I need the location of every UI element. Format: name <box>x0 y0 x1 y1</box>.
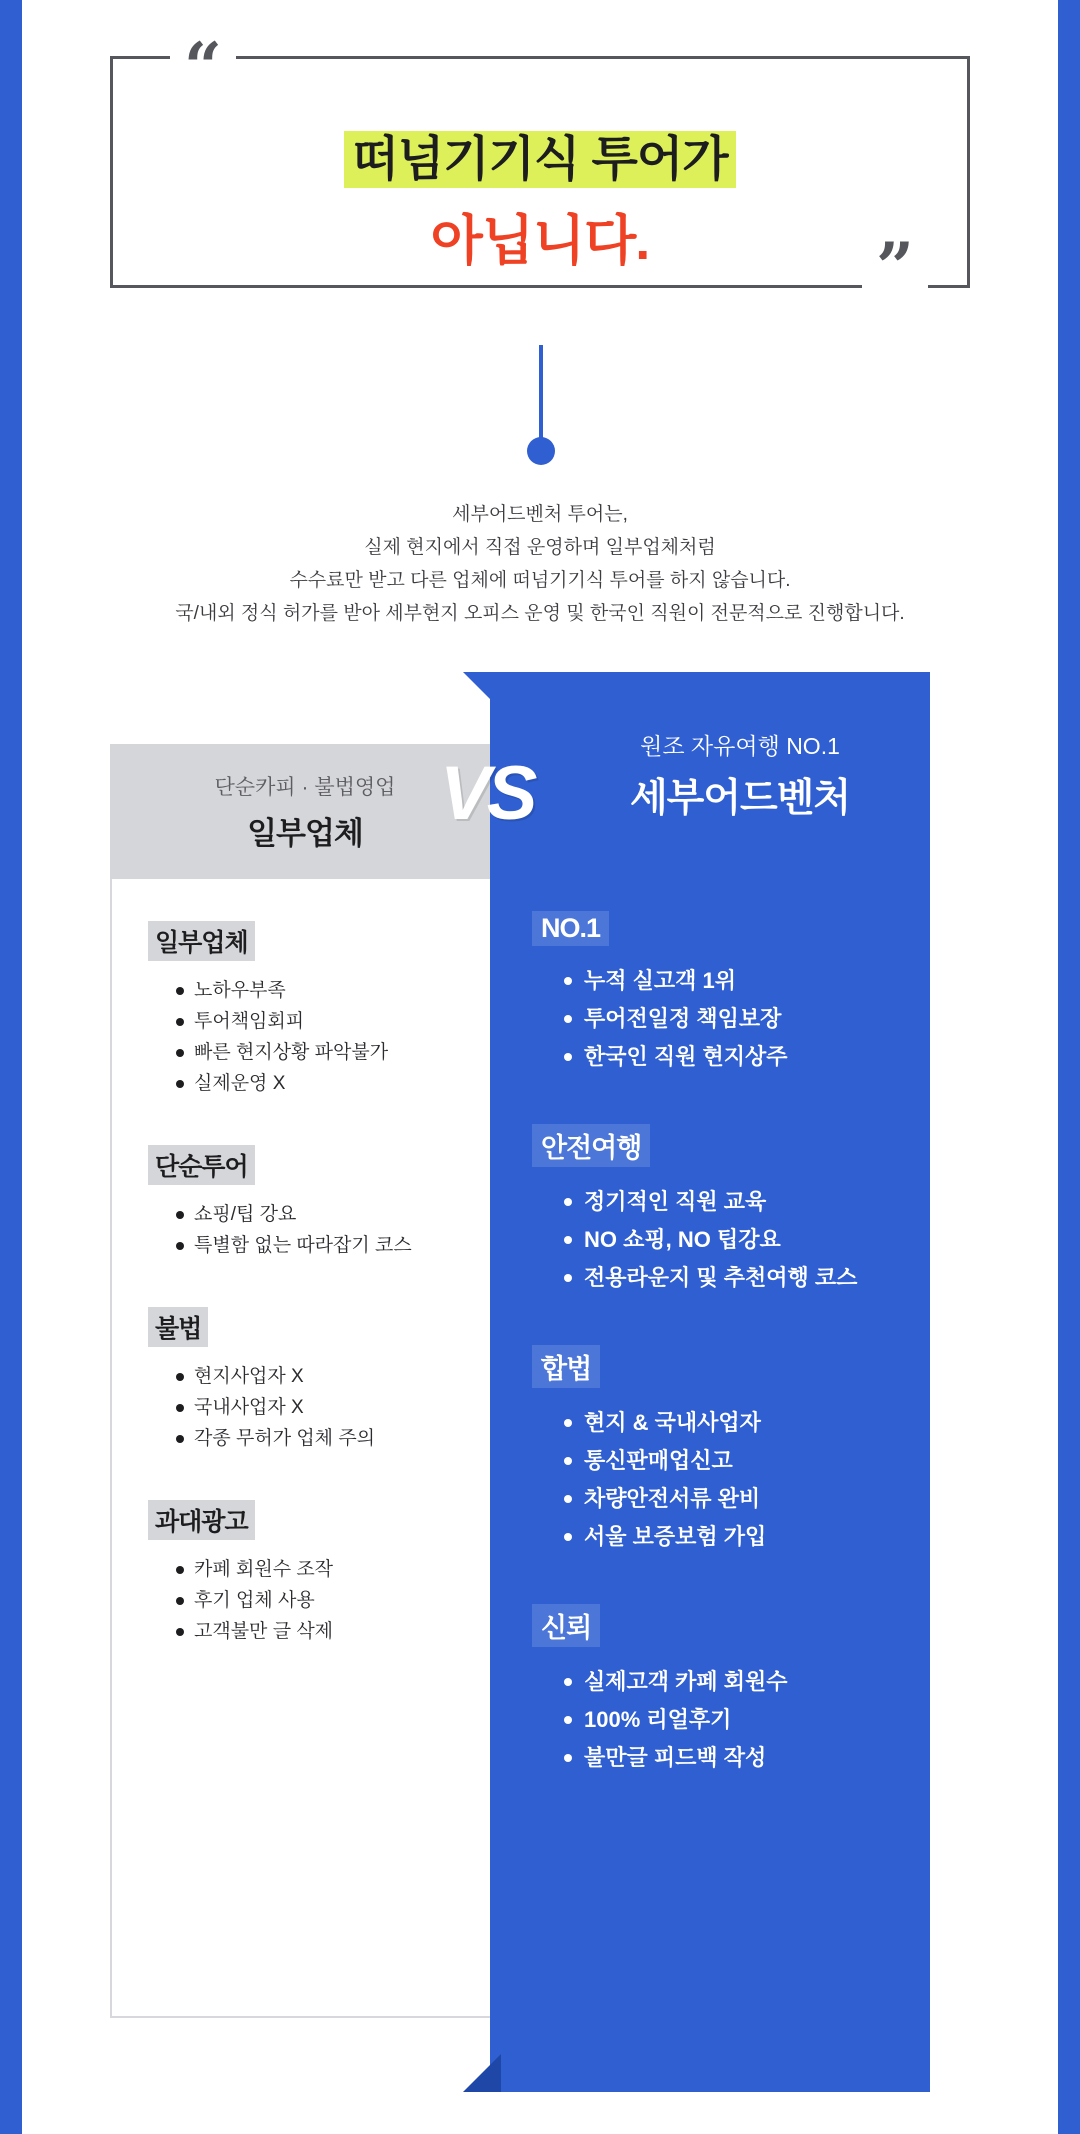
list-item: 한국인 직원 현지상주 <box>562 1038 930 1076</box>
list-item: 전용라운지 및 추천여행 코스 <box>562 1259 930 1297</box>
competitor-section-heading: 불법 <box>148 1307 208 1347</box>
competitor-section-list <box>148 1199 500 1261</box>
brand-section-heading: 안전여행 <box>532 1124 650 1167</box>
competitor-content <box>110 879 500 1693</box>
intro-paragraph <box>60 498 1020 630</box>
vs-badge: VS <box>440 751 534 836</box>
list-item: 100% 리얼후기 <box>562 1701 930 1739</box>
intro-line: 세부어드벤처 투어는, <box>452 504 628 525</box>
list-item: 투어전일정 책임보장 <box>562 1000 930 1038</box>
competitor-section-list <box>148 1554 500 1647</box>
brand-section-list <box>532 962 930 1076</box>
list-item: 카페 회원수 조작 <box>174 1554 500 1585</box>
list-item: 노하우부족 <box>174 975 500 1006</box>
list-item: 빠른 현지상황 파악불가 <box>174 1037 500 1068</box>
list-item: NO 쇼핑, NO 팁강요 <box>562 1221 930 1259</box>
brand-content <box>490 879 930 1825</box>
list-item: 통신판매업신고 <box>562 1442 930 1480</box>
brand-section <box>490 1345 930 1556</box>
list-item: 각종 무허가 업체 주의 <box>174 1423 500 1454</box>
list-item: 투어책임회피 <box>174 1006 500 1037</box>
competitor-section <box>110 1307 500 1454</box>
list-item: 후기 업체 사용 <box>174 1585 500 1616</box>
list-item: 서울 보증보험 가입 <box>562 1518 930 1556</box>
list-item: 현지사업자 X <box>174 1361 500 1392</box>
brand-card-header <box>490 672 930 879</box>
intro-line: 수수료만 받고 다른 업체에 떠넘기기식 투어를 하지 않습니다. <box>289 570 791 591</box>
quote-open-icon: “ <box>170 38 236 97</box>
competitor-section-heading: 과대광고 <box>148 1500 255 1540</box>
list-item: 차량안전서류 완비 <box>562 1480 930 1518</box>
brand-card-bottom-corner <box>463 2054 501 2092</box>
competitor-section-heading: 일부업체 <box>148 921 255 961</box>
headline-quote-block <box>110 28 970 306</box>
list-item: 국내사업자 X <box>174 1392 500 1423</box>
brand-section-list <box>532 1663 930 1777</box>
brand-section-heading: 합법 <box>532 1345 600 1388</box>
intro-line: 국/내외 정식 허가를 받아 세부현지 오피스 운영 및 한국인 직원이 전문적으로 진행합니다. <box>175 603 905 624</box>
list-item: 실제운영 X <box>174 1068 500 1099</box>
competitor-section <box>110 921 500 1099</box>
list-item: 불만글 피드백 작성 <box>562 1739 930 1777</box>
brand-section-list <box>532 1404 930 1556</box>
list-item: 현지 & 국내사업자 <box>562 1404 930 1442</box>
intro-line: 실제 현지에서 직접 운영하며 일부업체처럼 <box>364 537 716 558</box>
list-item: 고객불만 글 삭제 <box>174 1616 500 1647</box>
brand-subtitle: 원조 자유여행 NO.1 <box>640 733 840 759</box>
headline-line-1-text: 떠넘기기식 투어가 <box>344 131 735 188</box>
headline-line-1 <box>110 120 970 189</box>
competitor-section <box>110 1500 500 1647</box>
list-item: 실제고객 카페 회원수 <box>562 1663 930 1701</box>
brand-title: 세부어드벤처 <box>629 777 851 820</box>
connector-line <box>539 345 543 445</box>
competitor-section-list <box>148 1361 500 1454</box>
list-item: 정기적인 직원 교육 <box>562 1183 930 1221</box>
competitor-section-heading: 단순투어 <box>148 1145 255 1185</box>
competitor-section <box>110 1145 500 1261</box>
list-item: 쇼핑/팁 강요 <box>174 1199 500 1230</box>
competitor-subtitle: 단순카피 · 불법영업 <box>214 775 396 799</box>
brand-section <box>490 911 930 1076</box>
connector-dot <box>527 437 555 465</box>
comparison-section <box>0 672 1080 2092</box>
list-item: 특별함 없는 따라잡기 코스 <box>174 1230 500 1261</box>
competitor-section-list <box>148 975 500 1099</box>
brand-section-heading: 신뢰 <box>532 1604 600 1647</box>
brand-section <box>490 1604 930 1777</box>
list-item: 누적 실고객 1위 <box>562 962 930 1000</box>
quote-close-icon: ” <box>862 238 928 297</box>
brand-section-list <box>532 1183 930 1297</box>
headline-line-2: 아닙니다. <box>430 211 650 271</box>
brand-section <box>490 1124 930 1297</box>
competitor-title: 일부업체 <box>247 815 363 851</box>
brand-section-heading: NO.1 <box>532 911 609 946</box>
